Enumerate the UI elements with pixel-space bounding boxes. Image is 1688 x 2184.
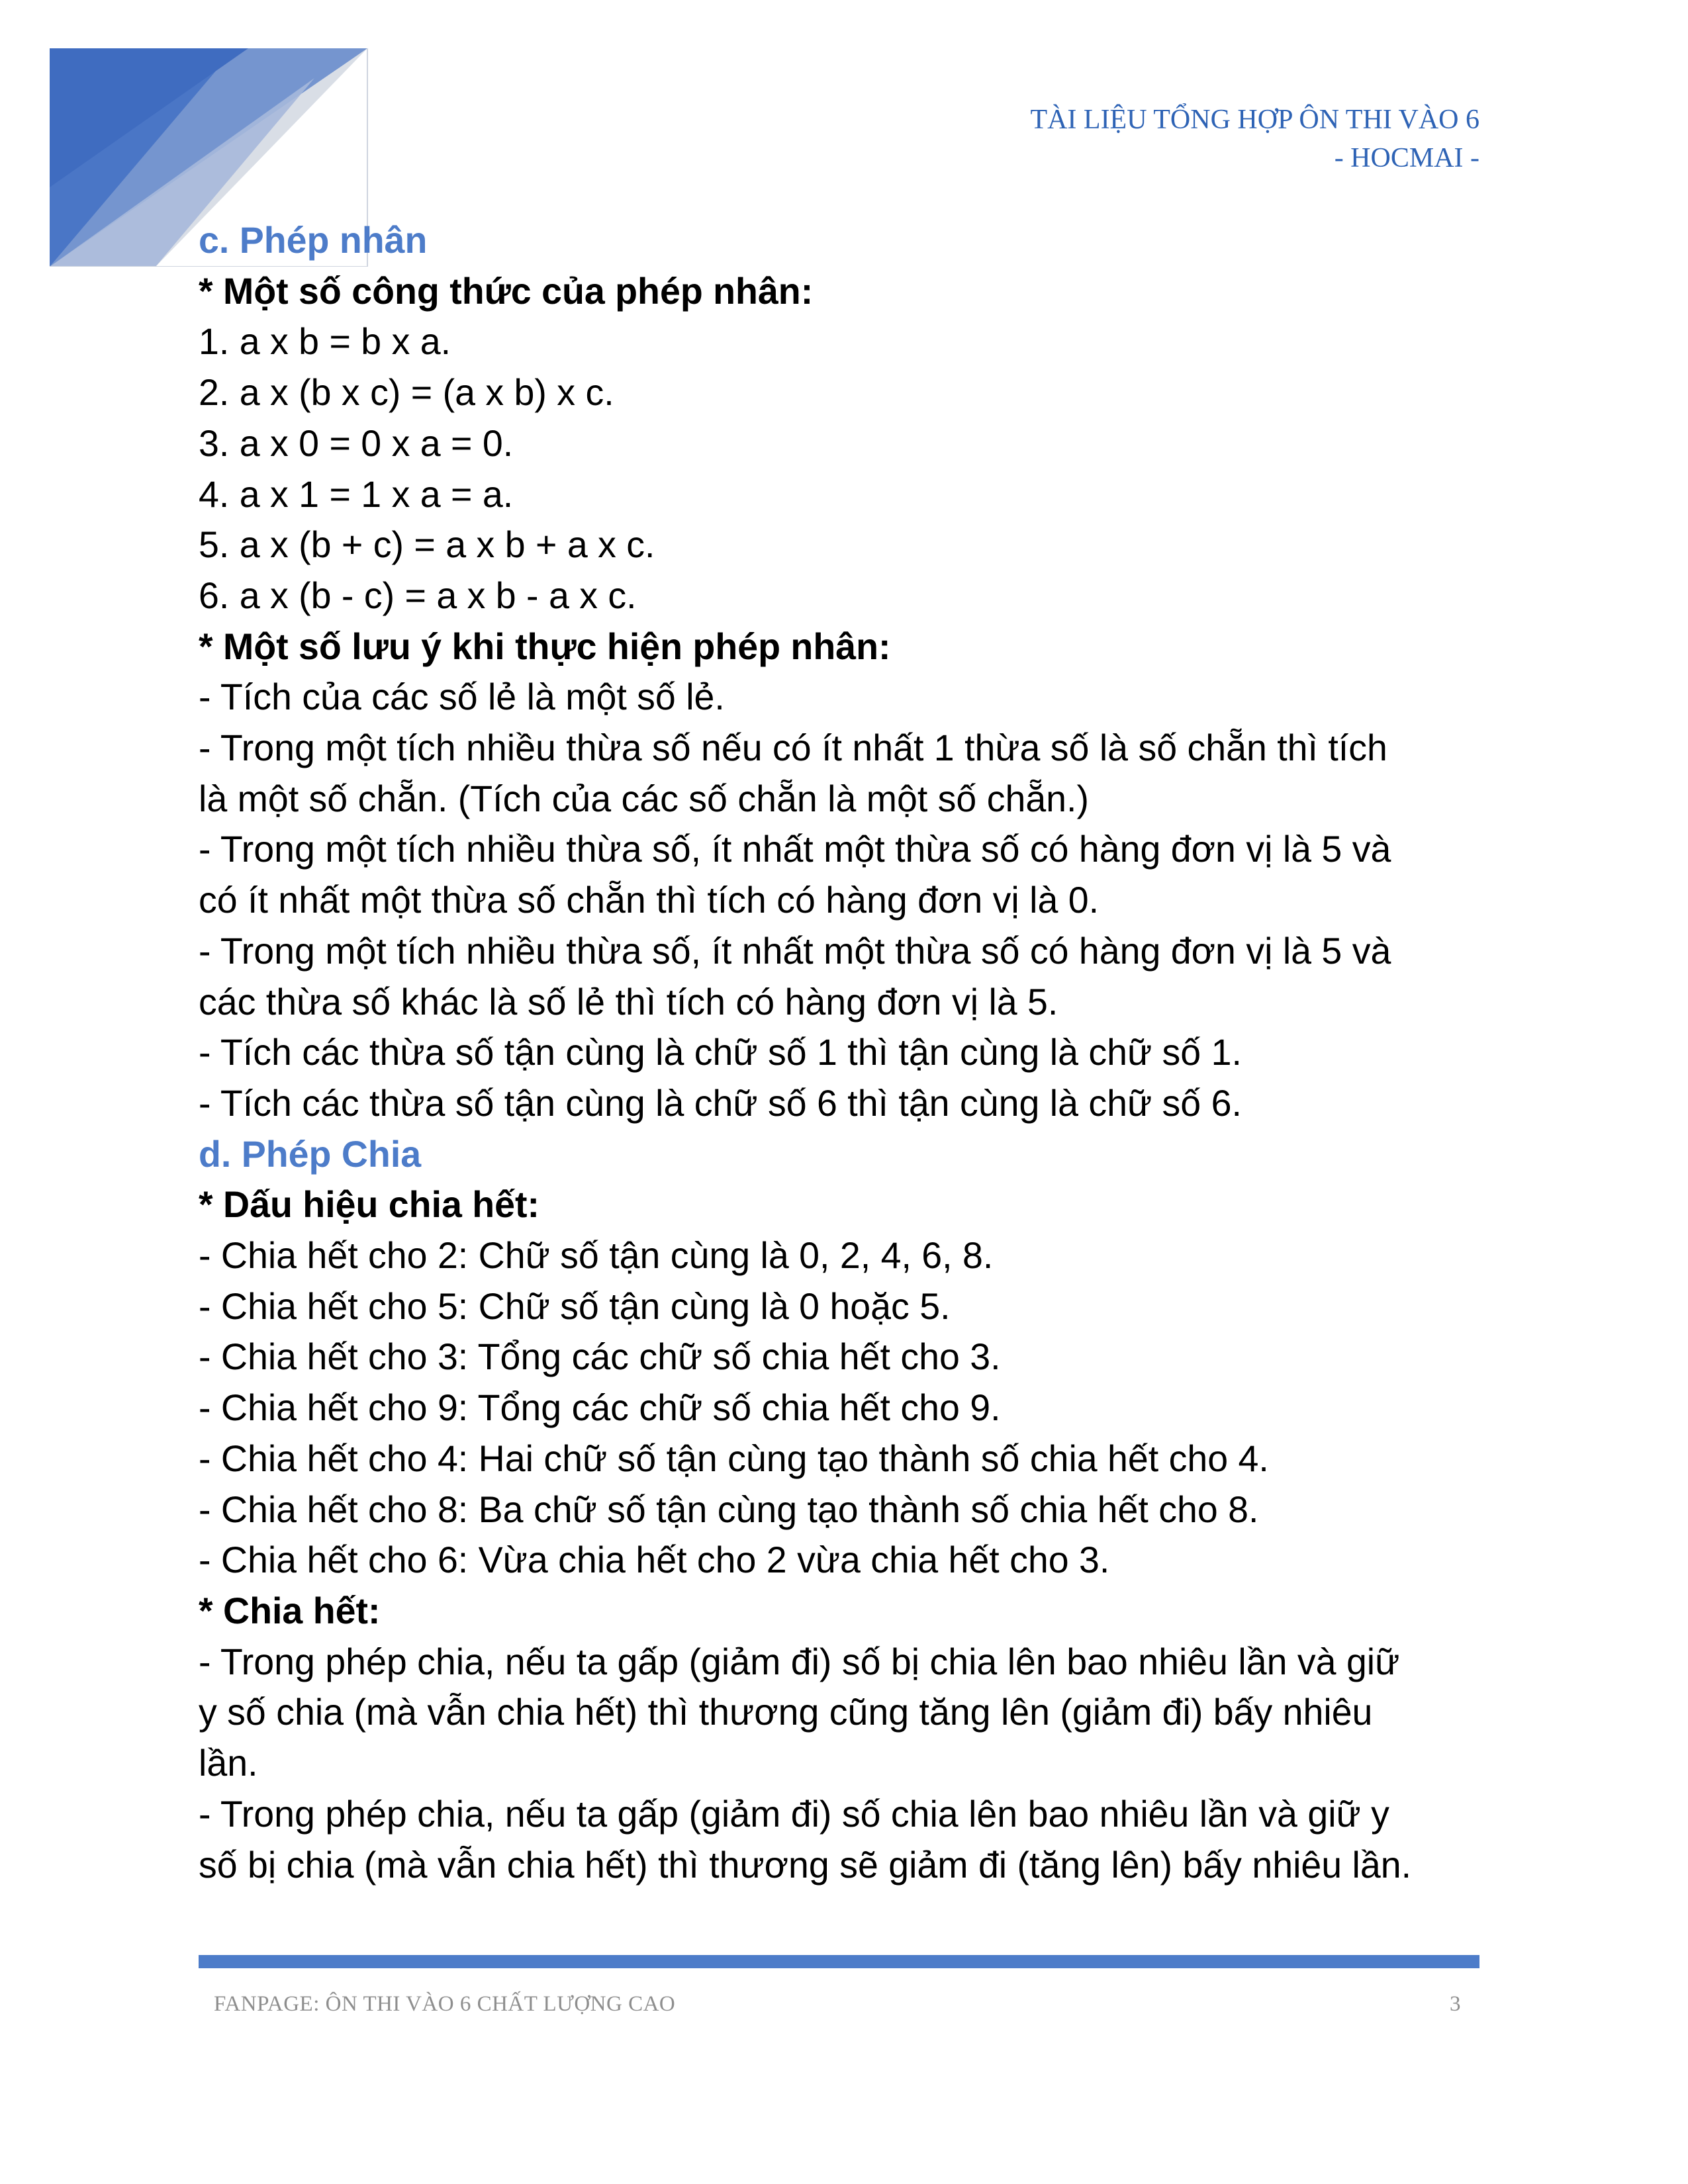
rule-line: - Chia hết cho 4: Hai chữ số tận cùng tạo thành số chia hết cho 4. [199, 1437, 1269, 1479]
formula-line: 4. a x 1 = 1 x a = a. [199, 473, 514, 515]
subheading-multiplication-formulas: * Một số công thức của phép nhân: [199, 270, 814, 312]
formula-line: 6. a x (b - c) = a x b - a x c. [199, 574, 637, 616]
note-line: có ít nhất một thừa số chẵn thì tích có hàng đơn vị là 0. [199, 880, 1100, 921]
document-body [199, 215, 1476, 1890]
subheading-multiplication-notes: * Một số lưu ý khi thực hiện phép nhân: [199, 625, 891, 667]
formula-line: 1. a x b = b x a. [199, 321, 451, 363]
note-line: - Trong một tích nhiều thừa số, ít nhất một thừa số có hàng đơn vị là 5 và [199, 829, 1391, 870]
document-header [1030, 101, 1479, 177]
page-number: 3 [1450, 1992, 1461, 2016]
note-line: là một số chẵn. (Tích của các số chẵn là một số chẵn.) [199, 778, 1089, 819]
note-line: - Trong một tích nhiều thừa số nếu có ít nhất 1 thừa số là số chẵn thì tích [199, 727, 1387, 769]
subheading-exact-division: * Chia hết: [199, 1590, 381, 1631]
note-line: - Tích các thừa số tận cùng là chữ số 1 thì tận cùng là chữ số 1. [199, 1032, 1242, 1073]
subheading-divisibility-signs: * Dấu hiệu chia hết: [199, 1184, 540, 1226]
note-line: lần. [199, 1743, 258, 1784]
note-line: - Trong phép chia, nếu ta gấp (giảm đi) số bị chia lên bao nhiêu lần và giữ [199, 1641, 1400, 1682]
section-heading-division: d. Phép Chia [199, 1133, 422, 1175]
footer-divider [199, 1955, 1479, 1968]
formula-line: 3. a x 0 = 0 x a = 0. [199, 422, 514, 464]
note-line: các thừa số khác là số lẻ thì tích có hàng đơn vị là 5. [199, 981, 1058, 1023]
footer-fanpage: FANPAGE: ÔN THI VÀO 6 CHẤT LƯỢNG CAO [214, 1992, 676, 2016]
section-heading-multiplication: c. Phép nhân [199, 220, 428, 261]
rule-line: - Chia hết cho 9: Tổng các chữ số chia hết cho 9. [199, 1387, 1001, 1429]
note-line: số bị chia (mà vẫn chia hết) thì thương sẽ giảm đi (tăng lên) bấy nhiêu lần. [199, 1844, 1412, 1886]
header-title: TÀI LIỆU TỔNG HỢP ÔN THI VÀO 6 [1030, 105, 1479, 135]
rule-line: - Chia hết cho 5: Chữ số tận cùng là 0 hoặc 5. [199, 1285, 951, 1327]
note-line: - Tích các thừa số tận cùng là chữ số 6 thì tận cùng là chữ số 6. [199, 1082, 1242, 1124]
formula-line: 2. a x (b x c) = (a x b) x c. [199, 372, 614, 414]
note-line: - Trong một tích nhiều thừa số, ít nhất một thừa số có hàng đơn vị là 5 và [199, 930, 1391, 972]
rule-line: - Chia hết cho 3: Tổng các chữ số chia hết cho 3. [199, 1336, 1001, 1378]
rule-line: - Chia hết cho 8: Ba chữ số tận cùng tạo thành số chia hết cho 8. [199, 1488, 1259, 1530]
note-line: - Trong phép chia, nếu ta gấp (giảm đi) số chia lên bao nhiêu lần và giữ y [199, 1793, 1389, 1835]
rule-line: - Chia hết cho 2: Chữ số tận cùng là 0, 2, 4, 6, 8. [199, 1235, 994, 1277]
rule-line: - Chia hết cho 6: Vừa chia hết cho 2 vừa chia hết cho 3. [199, 1539, 1110, 1581]
note-line: y số chia (mà vẫn chia hết) thì thương cũng tăng lên (giảm đi) bấy nhiêu [199, 1692, 1373, 1733]
header-subtitle: - HOCMAI - [1334, 143, 1479, 173]
note-line: - Tích của các số lẻ là một số lẻ. [199, 676, 725, 718]
formula-line: 5. a x (b + c) = a x b + a x c. [199, 524, 655, 566]
